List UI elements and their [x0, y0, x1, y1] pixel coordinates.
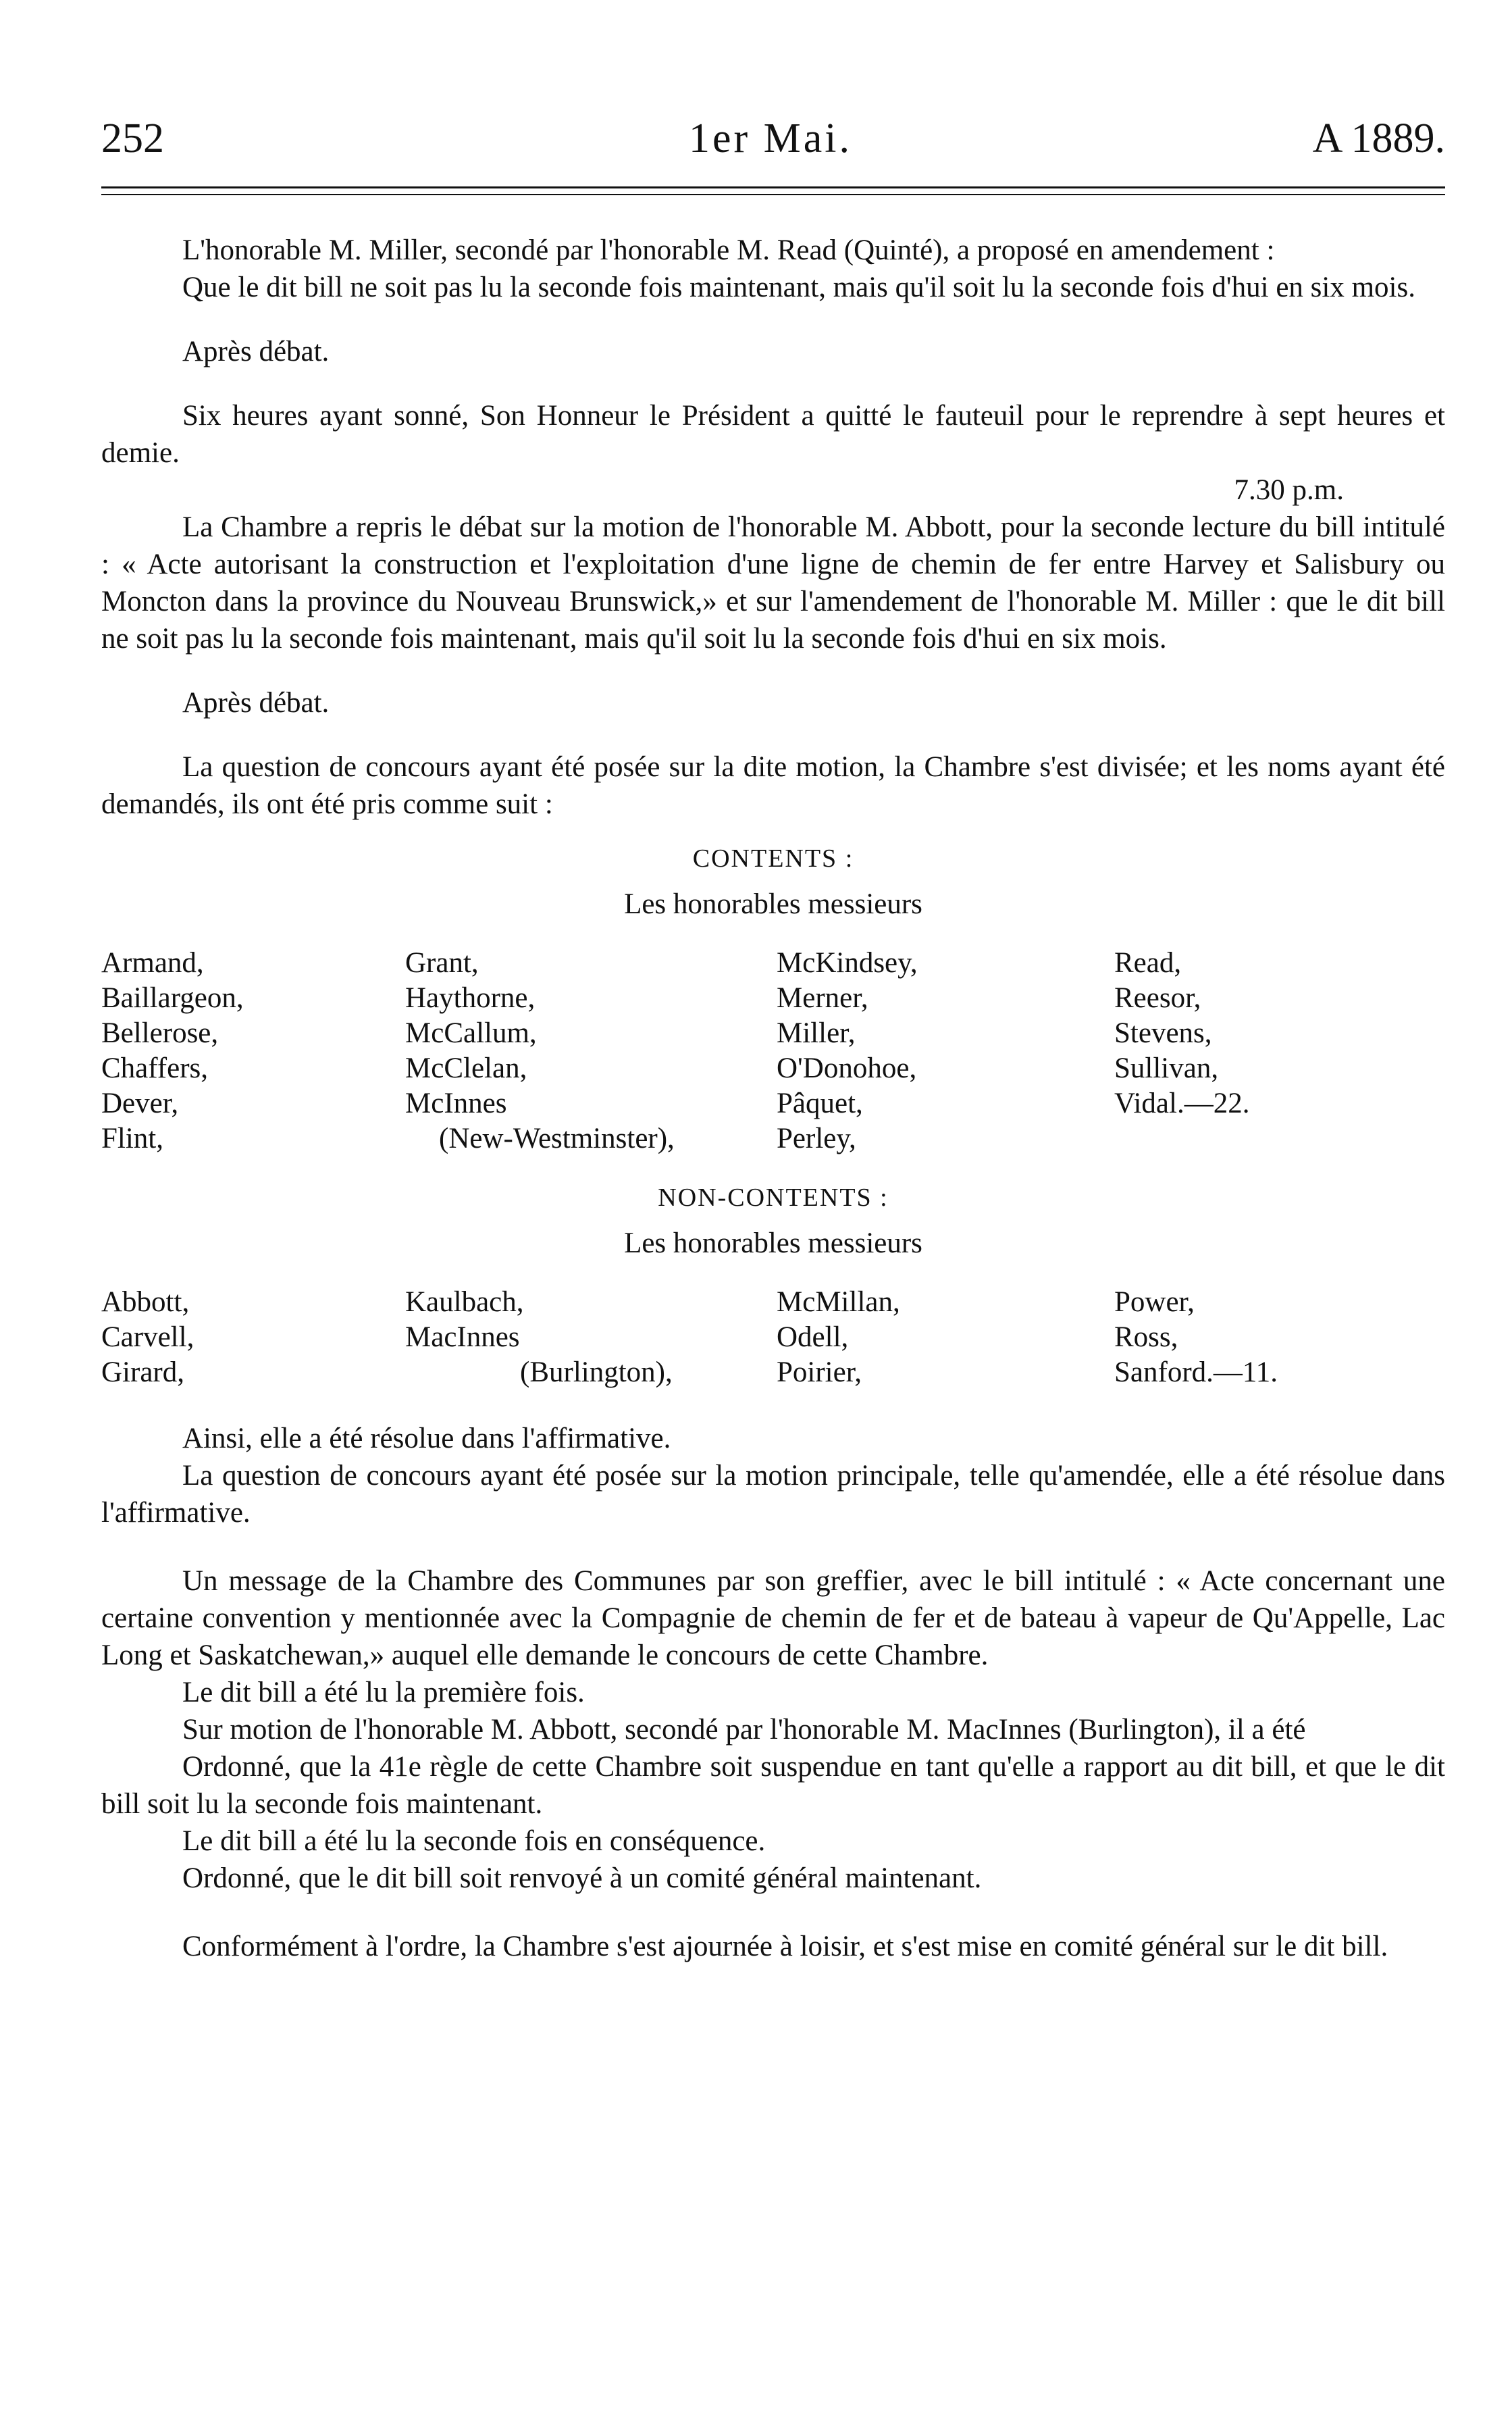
- paragraph: Après débat.: [182, 687, 330, 719]
- member-name: Haythorne,: [405, 982, 536, 1014]
- member-name: Girard,: [101, 1356, 184, 1388]
- paragraph: Le dit bill a été lu la première fois.: [182, 1677, 585, 1708]
- member-name: O'Donohoe,: [777, 1052, 917, 1084]
- member-name: Pâquet,: [777, 1088, 863, 1119]
- member-name: Reesor,: [1114, 982, 1201, 1014]
- paragraph: Un message de la Chambre des Communes par son greffier, avec le bill intitulé : « Acte concernant une certaine convention y mentionnée avec la Compagnie de chemin de fer et de bateau à vapeur de Qu'Appelle, Lac Long et Saskatchewan,» auquel elle demande le concours de cette Chambre.: [101, 1565, 1445, 1671]
- name-column: [777, 1285, 900, 1390]
- member-name: Carvell,: [101, 1321, 194, 1353]
- member-name: Ross,: [1114, 1321, 1178, 1353]
- member-name: Abbott,: [101, 1286, 190, 1318]
- name-column: [1114, 946, 1249, 1121]
- page-number: 252: [101, 116, 164, 161]
- paragraph: Après débat.: [182, 336, 330, 367]
- member-name: Sanford.—11.: [1114, 1356, 1278, 1388]
- contents-subheading: Les honorables messieurs: [624, 888, 922, 920]
- member-name: McMillan,: [777, 1286, 900, 1318]
- header-date: 1er Mai.: [689, 116, 853, 161]
- paragraph: Six heures ayant sonné, Son Honneur le Président a quitté le fauteuil pour le reprendre à sept heures et demie.: [101, 400, 1445, 469]
- non-contents-name-list: [101, 1285, 1445, 1420]
- member-name: McClelan,: [405, 1052, 527, 1084]
- paragraph: Ainsi, elle a été résolue dans l'affirmative.: [182, 1423, 671, 1454]
- member-name: (Burlington),: [520, 1356, 673, 1388]
- member-name: Perley,: [777, 1123, 856, 1154]
- member-name: McKindsey,: [777, 947, 918, 979]
- paragraph: L'honorable M. Miller, secondé par l'honorable M. Read (Quinté), a proposé en amendement :: [182, 234, 1275, 266]
- name-column: [101, 1285, 194, 1390]
- header-rule: [101, 186, 1445, 188]
- paragraph: Le dit bill a été lu la seconde fois en conséquence.: [182, 1825, 766, 1857]
- time-stamp: 7.30 p.m.: [1234, 474, 1344, 506]
- name-column: [101, 946, 244, 1156]
- member-name: Baillargeon,: [101, 982, 244, 1014]
- paragraph: La question de concours ayant été posée sur la motion principale, telle qu'amendée, elle a été résolue dans l'affirmative.: [101, 1460, 1445, 1529]
- non-contents-heading: NON-CONTENTS :: [658, 1183, 889, 1212]
- header-year: A 1889.: [1312, 116, 1445, 161]
- page-header: [101, 101, 1445, 182]
- member-name: Grant,: [405, 947, 479, 979]
- paragraph: Conformément à l'ordre, la Chambre s'est ajournée à loisir, et s'est mise en comité général sur le dit bill.: [182, 1931, 1388, 1962]
- member-name: Merner,: [777, 982, 868, 1014]
- member-name: Stevens,: [1114, 1017, 1212, 1049]
- member-name: Sullivan,: [1114, 1052, 1219, 1084]
- contents-heading: CONTENTS :: [692, 844, 854, 873]
- name-column: [777, 946, 918, 1156]
- contents-name-list: [101, 946, 1445, 1162]
- paragraph: La question de concours ayant été posée sur la dite motion, la Chambre s'est divisée; et les noms ayant été demandés, ils ont été pris comme suit :: [101, 751, 1445, 820]
- member-name: Miller,: [777, 1017, 856, 1049]
- non-contents-subheading: Les honorables messieurs: [624, 1227, 922, 1259]
- name-column: [405, 946, 675, 1156]
- paragraph: La Chambre a repris le débat sur la motion de l'honorable M. Abbott, pour la seconde lecture du bill intitulé : « Acte autorisant la construction et l'exploitation d'une ligne de chemin de fer entre Harvey et Salisbury ou Moncton dans la province du Nouveau Brunswick,» et sur l'amendement de l'honorable M. Miller : que le dit bill ne soit pas lu la seconde fois maintenant, mais qu'il soit lu la seconde fois d'hui en six mois.: [101, 511, 1445, 655]
- journal-page: [101, 101, 1445, 1992]
- header-rule-secondary: [101, 194, 1445, 195]
- member-name: MacInnes: [405, 1321, 520, 1353]
- name-column: [405, 1285, 673, 1390]
- member-name: Chaffers,: [101, 1052, 209, 1084]
- paragraph: Que le dit bill ne soit pas lu la seconde fois maintenant, mais qu'il soit lu la seconde fois d'hui en six mois.: [182, 272, 1415, 303]
- member-name: Kaulbach,: [405, 1286, 524, 1318]
- member-name: Power,: [1114, 1286, 1195, 1318]
- member-name: Vidal.—22.: [1114, 1088, 1250, 1119]
- name-column: [1114, 1285, 1278, 1390]
- member-name: Armand,: [101, 947, 204, 979]
- member-name: Poirier,: [777, 1356, 862, 1388]
- member-name: McInnes: [405, 1088, 507, 1119]
- member-name: Read,: [1114, 947, 1182, 979]
- paragraph: Sur motion de l'honorable M. Abbott, secondé par l'honorable M. MacInnes (Burlington), il a été: [182, 1714, 1306, 1746]
- member-name: McCallum,: [405, 1017, 537, 1049]
- member-name: Dever,: [101, 1088, 179, 1119]
- member-name: Odell,: [777, 1321, 849, 1353]
- member-name: Flint,: [101, 1123, 164, 1154]
- paragraph: Ordonné, que la 41e règle de cette Chambre soit suspendue en tant qu'elle a rapport au dit bill, et que le dit bill soit lu la seconde fois maintenant.: [101, 1751, 1445, 1820]
- member-name: Bellerose,: [101, 1017, 219, 1049]
- member-name: (New-Westminster),: [439, 1123, 675, 1154]
- paragraph: Ordonné, que le dit bill soit renvoyé à un comité général maintenant.: [182, 1862, 982, 1894]
